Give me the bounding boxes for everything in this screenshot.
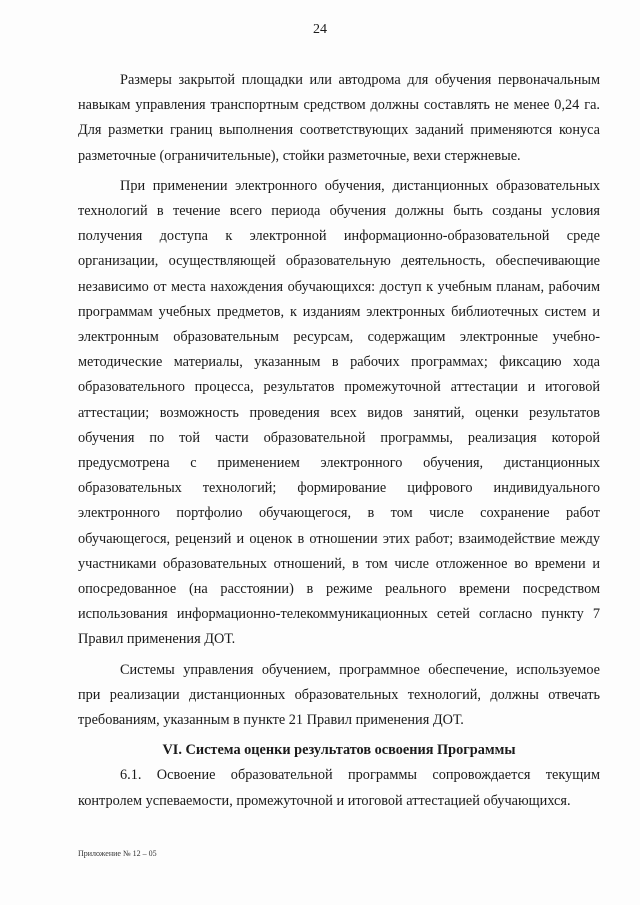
page-content: [78, 68, 600, 814]
paragraph-section-6-1: 6.1. Освоение образовательной программы сопровождается текущим контролем успеваемости, промежуточной и итоговой аттестацией обучающихся.: [78, 767, 600, 809]
paragraph-training-area: Размеры закрытой площадки или автодрома для обучения первоначальным навыкам управления транспортным средством должны составлять не менее 0,24 га. Для разметки границ выполнения соответствующих заданий применяются конуса разметочные (ограничительные), стойки разметочные, вехи стержневые.: [78, 72, 600, 164]
section-heading: VI. Система оценки результатов освоения Программы: [162, 742, 516, 759]
paragraph-e-learning: При применении электронного обучения, дистанционных образовательных технологий в течение всего периода обучения должны быть созданы условия получения доступа к электронной информационно-образовательной среде организации, осуществляющей образовательную деятельность, обеспечивающие независимо от места нахождения обучающихся: доступ к учебным планам, рабочим программам учебных предметов, к изданиям электронных библиотечных систем и электронным образовательным ресурсам, содержащим электронные учебно-методические материалы, указанным в рабочих программах; фиксацию хода образовательного процесса, результатов промежуточной аттестации и итоговой аттестации; возможность проведения всех видов занятий, оценки результатов обучения по той части образовательной программы, реализация которой предусмотрена с применением электронного обучения, дистанционных образовательных технологий; формирование цифрового индивидуального электронного портфолио обучающегося, в том числе сохранение работ обучающегося, рецензий и оценок в отношении этих работ; взаимодействие между участниками образовательных отношений, в том числе отложенное во времени и опосредованное (на расстоянии) в режиме реального времени посредством использования информационно-телекоммуникационных сетей согласно пункту 7 Правил применения ДОТ.: [78, 177, 600, 648]
page-footer: Приложение № 12 – 05: [78, 849, 157, 858]
paragraph-learning-management: Системы управления обучением, программное обеспечение, используемое при реализации дистанционных образовательных технологий, должны отвечать требованиям, указанным в пункте 21 Правил применения ДОТ.: [78, 661, 600, 729]
page-number: 24: [313, 22, 327, 37]
